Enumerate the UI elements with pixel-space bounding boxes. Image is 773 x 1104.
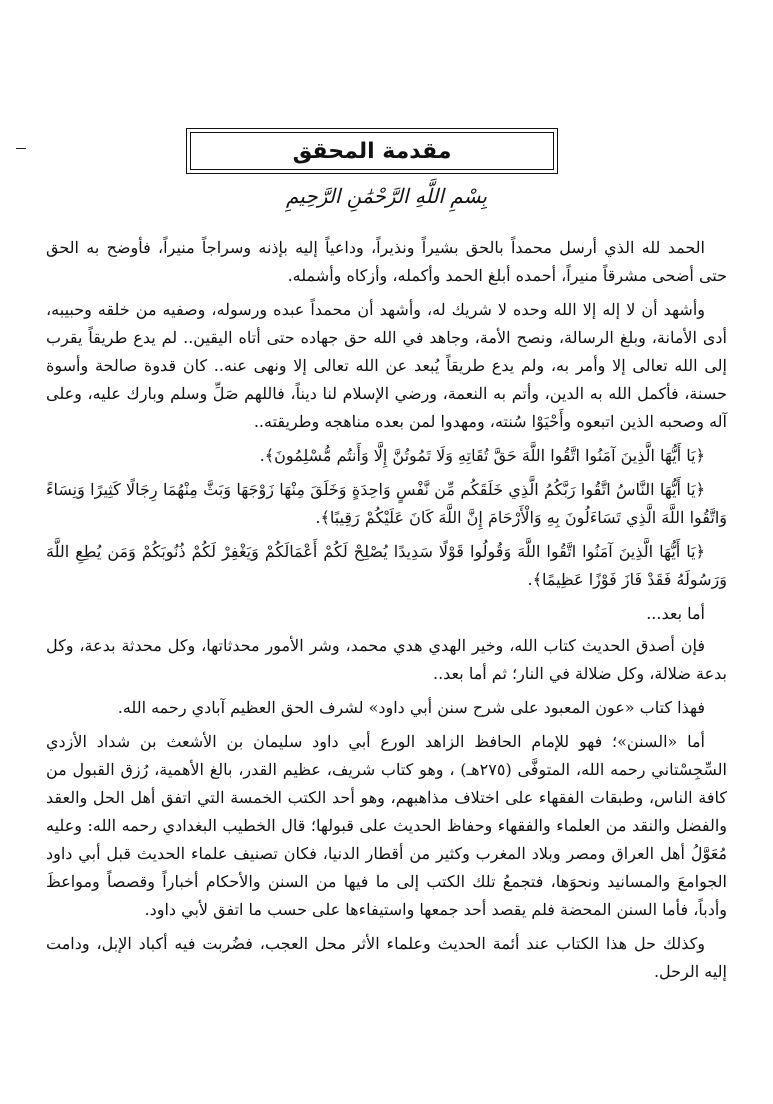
title-frame <box>186 128 558 174</box>
quran-verse-1: ﴿يَا أَيُّهَا الَّذِينَ آمَنُوا اتَّقُوا اللَّهَ حَقَّ تُقَاتِهِ وَلَا تَمُوتُنَّ إِلَّا وَأَنتُم مُّسْلِمُونَ﴾. <box>259 446 705 465</box>
paragraph-hadith: فإن أصدق الحديث كتاب الله، وخير الهدي هدي محمد، وشر الأمور محدثاتها، وكل محدثة بدعة، وكل بدعة ضلالة، وكل ضلالة في النار؛ ثم أما بعد.. <box>46 636 727 683</box>
paragraph-closing: وكذلك حل هذا الكتاب عند أئمة الحديث وعلماء الأثر محل العجب، فضُربت فيه أكباد الإبل، ودامت إليه الرحل. <box>46 934 727 981</box>
quran-verse-2: ﴿يَا أَيُّهَا النَّاسُ اتَّقُوا رَبَّكُمُ الَّذِي خَلَقَكُم مِّن نَّفْسٍ وَاحِدَةٍ وَخَلَقَ مِنْهَا زَوْجَهَا وَبَثَّ مِنْهُمَا رِجَالًا كَثِيرًا وَنِسَاءً وَاتَّقُوا اللَّهَ الَّذِي تَسَاءَلُونَ بِهِ وَالْأَرْحَامَ إِنَّ اللَّهَ كَانَ عَلَيْكُمْ رَقِيبًا﴾. <box>46 480 727 527</box>
page-title: مقدمة المحقق <box>190 132 554 170</box>
quran-verse-3: ﴿يَا أَيُّهَا الَّذِينَ آمَنُوا اتَّقُوا اللَّهَ وَقُولُوا قَوْلًا سَدِيدًا يُصْلِحْ لَكُمْ أَعْمَالَكُمْ وَيَغْفِرْ لَكُمْ ذُنُوبَكُمْ وَمَن يُطِعِ اللَّهَ وَرَسُولَهُ فَقَدْ فَازَ فَوْزًا عَظِيمًا﴾. <box>46 542 727 589</box>
paragraph-book-intro: فهذا كتاب «عون المعبود على شرح سنن أبي داود» لشرف الحق العظيم آبادي رحمه الله. <box>117 698 705 717</box>
paragraph-amma-bad: أما بعد... <box>646 604 705 623</box>
paragraph-testimony: وأشهد أن لا إله إلا الله وحده لا شريك له، وأشهد أن محمداً عبده ورسوله، وصفيه من خلقه وحبيبه، أدى الأمانة، وبلغ الرسالة، ونصح الأمة، وجاهد في الله حق جهاده حتى أتاه اليقين.. لم يدع طريقاً يقرب إلى الله تعالى إلا وأمر به، ولم يدع طريقاً يُبعد عن الله تعالى إلا ونهى عنه.. كان قدوة صالحة وأسوة حسنة، فأكمل الله به الدين، وأتم به النعمة، ورضي الإسلام لنا ديناً، فاللهم صَلِّ وسلم وبارك عليه، وعلى آله وصحبه الذين اتبعوه وأَحْيَوْا سُنته، ومهدوا لمن بعده مناهجه وطريقته.. <box>46 300 728 431</box>
margin-mark <box>16 148 26 149</box>
paragraph-praise: الحمد لله الذي أرسل محمداً بالحق بشيراً ونذيراً، وداعياً إليه بإذنه وسراجاً منيراً، فأوضح به الحق حتى أضحى مشرقاً منيراً، أحمده أبلغ الحمد وأكمله، وأزكاه وأشمله. <box>46 238 727 285</box>
body-text <box>46 234 727 992</box>
paragraph-sunan: أما «السنن»؛ فهو للإمام الحافظ الزاهد الورع أبي داود سليمان بن الأشعث بن شداد الأزدي السِّجِسْتاني رحمه الله، المتوفَّى (٢٧٥هـ) ، وهو كتاب شريف، عظيم القدر، بالغ الأهمية، رُزق القبول من كافة الناس، وطبقات الفقهاء على اختلاف مذاهبهم، وهو أحد الكتب الخمسة التي اتفق أهل الحل والعقد والفضل والنقد من العلماء والفقهاء وحفاظ الحديث على قبولها؛ قال الخطيب البغدادي رحمه الله: وعليه مُعَوَّلُ أهل العراق ومصر وبلاد المغرب وكثير من أقطار الدنيا، فكان تصنيف علماء الحديث قبل أبي داود الجوامعَ والمسانيد ونحوَها، فتجمعُ تلك الكتب إلى ما فيها من السنن والأحكام أخباراً وقصصاً ومواعظَ وأدباً، فأما السنن المحضة فلم يقصد أحد جمعها واستيفاءها على حسب ما اتفق لأبي داود. <box>46 732 728 919</box>
basmala: بِسْمِ اللَّهِ الرَّحْمَٰنِ الرَّحِيمِ <box>285 184 487 208</box>
